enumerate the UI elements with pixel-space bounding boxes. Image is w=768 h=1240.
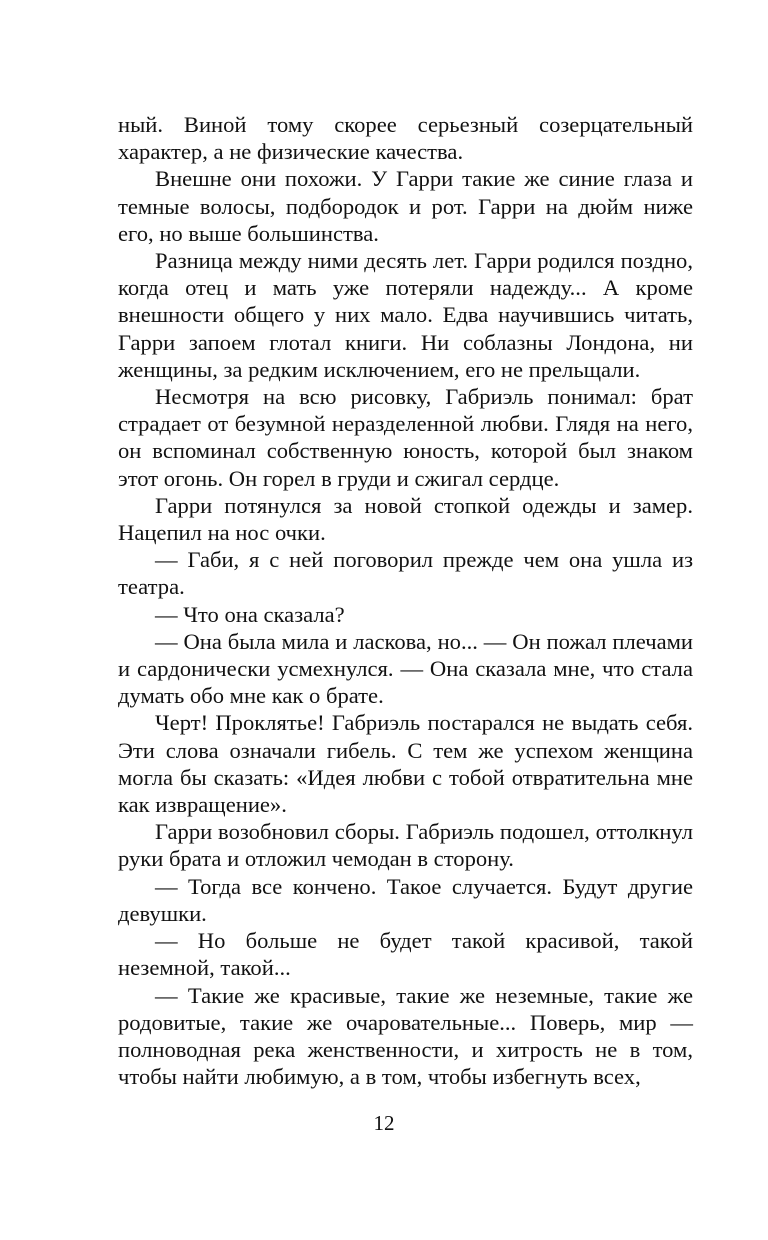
paragraph-12: — Но больше не будет такой красивой, такой неземной, такой... [118,928,693,981]
page-number: 12 [373,1111,395,1135]
page-body [118,111,693,1090]
paragraph-9: Черт! Проклятье! Габриэль постарался не выдать себя. Эти слова означали гибель. С тем же успехом женщина могла бы сказать: «Идея любви с тобой отвратительна мне как извращение». [118,710,693,818]
paragraph-1: ный. Виной тому скорее серьезный созерцательный характер, а не физические качества. [118,112,693,165]
paragraph-10: Гарри возобновил сборы. Габриэль подошел, оттолкнул руки брата и отложил чемодан в сторону. [118,819,693,872]
paragraph-2: Внешне они похожи. У Гарри такие же синие глаза и темные волосы, подбородок и рот. Гарри на дюйм ниже его, но выше большинства. [118,166,693,246]
paragraph-6: — Габи, я с ней поговорил прежде чем она ушла из театра. [118,547,693,600]
paragraph-7: — Что она сказала? [155,601,345,627]
paragraph-3: Разница между ними десять лет. Гарри родился поздно, когда отец и мать уже потеряли надежду... А кроме внешности общего у них мало. Едва научившись читать, Гарри запоем глотал книги. Ни соблазны Лондона, ни женщины, за редким исключением, его не прельщали. [118,248,693,382]
paragraph-8: — Она была мила и ласкова, но... — Он пожал плечами и сардонически усмехнулся. — Она сказала мне, что стала думать обо мне как о брате. [118,628,693,709]
paragraph-11: — Тогда все кончено. Такое случается. Будут другие девушки. [118,873,693,926]
paragraph-13: — Такие же красивые, такие же неземные, такие же родовитые, такие же очаровательные... Поверь, мир — полноводная река женственности, и хитрость не в том, чтобы найти любимую, а в том, чтобы избегнуть всех, [118,982,693,1090]
paragraph-5: Гарри потянулся за новой стопкой одежды и замер. Нацепил на нос очки. [118,492,693,546]
paragraph-4: Несмотря на всю рисовку, Габриэль понимал: брат страдает от безумной неразделенной любви. Глядя на него, он вспоминал собственную юность, которой был знаком этот огонь. Он горел в груди и сжигал сердце. [118,384,693,491]
